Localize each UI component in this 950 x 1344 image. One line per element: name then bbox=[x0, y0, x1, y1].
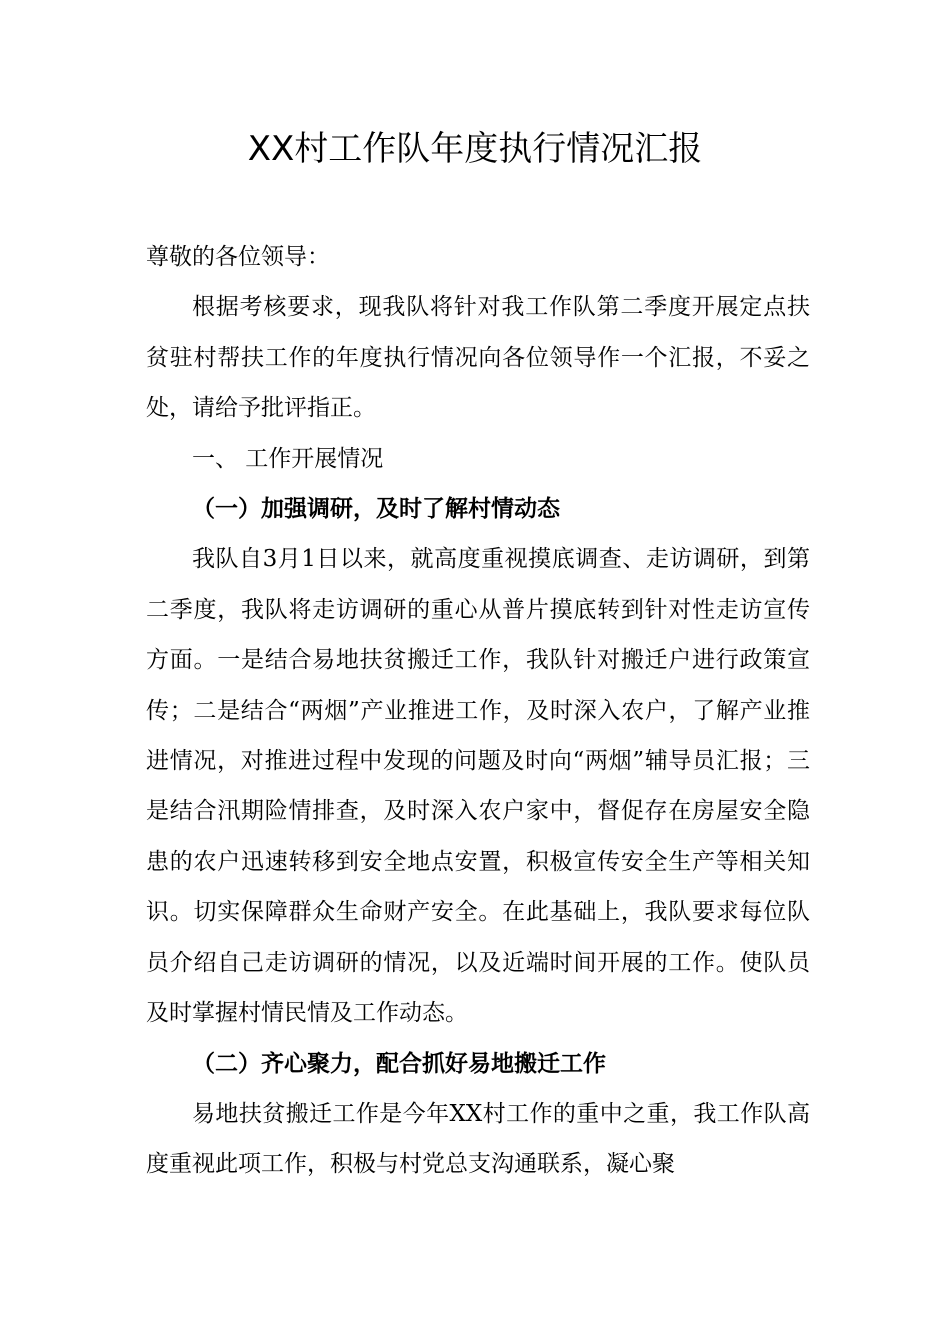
subsection-2-paragraph: 易地扶贫搬迁工作是今年XX村工作的重中之重，我工作队高度重视此项工作，积极与村党总支沟通联系，凝心聚 bbox=[146, 1100, 810, 1178]
subsection-1-paragraph: 我队自3月1日以来，就高度重视摸底调查、走访调研，到第二季度，我队将走访调研的重心从普片摸底转到针对性走访宣传方面。一是结合易地扶贫搬迁工作，我队针对搬迁户进行政策宣传；二是结合“两烟”产业推进工作，及时深入农户，了解产业推进情况，对推进过程中发现的问题及时向“两烟”辅导员汇报；三是结合汛期险情排查，及时深入农户家中，督促存在房屋安全隐患的农户迅速转移到安全地点安置，积极宣传安全生产等相关知识。切实保障群众生命财产安全。在此基础上，我队要求每位队员介绍自己走访调研的情况，以及近端时间开展的工作。使队员及时掌握村情民情及工作动态。 bbox=[146, 546, 810, 1027]
document-body bbox=[146, 232, 810, 1190]
subsection-heading-2: （二）齐心聚力，配合抓好易地搬迁工作 bbox=[192, 1049, 606, 1077]
intro-paragraph: 根据考核要求，现我队将针对我工作队第二季度开展定点扶贫驻村帮扶工作的年度执行情况向各位领导作一个汇报，不妥之处，请给予批评指正。 bbox=[146, 294, 810, 422]
document-title: XX村工作队年度执行情况汇报 bbox=[247, 129, 703, 169]
subsection-heading-1: （一）加强调研，及时了解村情动态 bbox=[192, 495, 560, 523]
section-heading-1: 一、 工作开展情况 bbox=[192, 445, 384, 472]
salutation: 尊敬的各位领导： bbox=[146, 244, 330, 270]
